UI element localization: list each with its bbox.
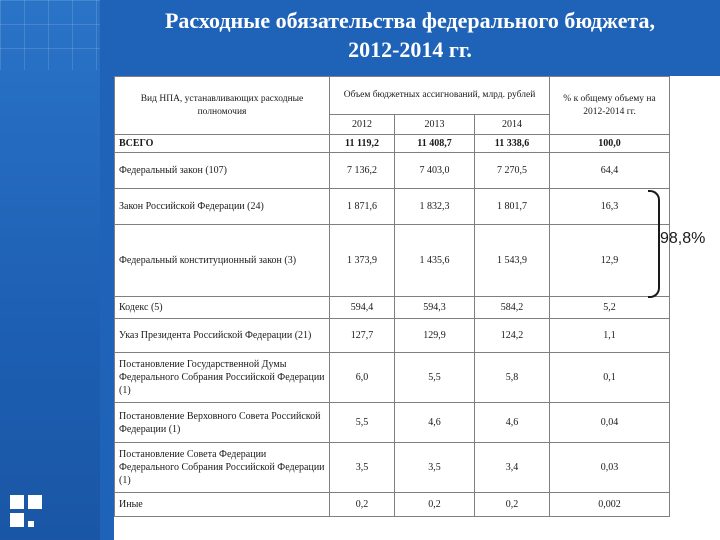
decor-square [10,495,24,509]
value-2013: 4,6 [395,403,475,443]
value-2014: 11 338,6 [475,135,550,153]
share-value: 0,002 [550,493,670,517]
value-2012: 594,4 [330,297,395,319]
decor-grid [0,0,100,70]
budget-table [114,76,670,517]
value-2012: 1 871,6 [330,189,395,225]
table-row [115,493,670,517]
value-2012: 7 136,2 [330,153,395,189]
value-2012: 11 119,2 [330,135,395,153]
value-2012: 1 373,9 [330,225,395,297]
value-2012: 127,7 [330,319,395,353]
table-row [115,225,670,297]
value-2014: 1 543,9 [475,225,550,297]
share-sum-bracket [648,190,660,298]
slide-title-line1: Расходные обязательства федерального бюджета, [164,8,656,33]
table-row [115,297,670,319]
table-row [115,443,670,493]
table-row [115,403,670,443]
share-value: 64,4 [550,153,670,189]
row-name: Федеральный закон (107) [115,153,330,189]
value-2014: 0,2 [475,493,550,517]
value-2014: 7 270,5 [475,153,550,189]
share-value: 16,3 [550,189,670,225]
value-2014: 584,2 [475,297,550,319]
share-value: 0,04 [550,403,670,443]
header-npa-type: Вид НПА, устанавливающих расходные полномочия [115,77,330,135]
row-name: Указ Президента Российской Федерации (21) [115,319,330,353]
share-value: 5,2 [550,297,670,319]
header-volume: Объем бюджетных ассигнований, млрд. рублей [330,77,550,115]
row-name: Закон Российской Федерации (24) [115,189,330,225]
value-2013: 1 435,6 [395,225,475,297]
slide-title [100,6,720,70]
header-year-2013: 2013 [395,115,475,135]
value-2013: 594,3 [395,297,475,319]
decor-square [10,513,24,527]
value-2014: 5,8 [475,353,550,403]
share-value: 1,1 [550,319,670,353]
value-2013: 11 408,7 [395,135,475,153]
share-sum-label: 98,8% [660,230,706,247]
value-2013: 1 832,3 [395,189,475,225]
value-2012: 3,5 [330,443,395,493]
value-2013: 3,5 [395,443,475,493]
share-value: 0,1 [550,353,670,403]
value-2013: 0,2 [395,493,475,517]
value-2013: 5,5 [395,353,475,403]
row-name: Кодекс (5) [115,297,330,319]
table-row [115,153,670,189]
row-name: Федеральный конституционный закон (3) [115,225,330,297]
decor-square [28,495,42,509]
row-name: Постановление Верховного Совета Российской Федерации (1) [115,403,330,443]
share-value: 0,03 [550,443,670,493]
slide-title-line2: 2012-2014 гг. [348,37,472,62]
value-2014: 4,6 [475,403,550,443]
value-2014: 3,4 [475,443,550,493]
table-row [115,135,670,153]
value-2012: 0,2 [330,493,395,517]
value-2013: 7 403,0 [395,153,475,189]
table-row [115,189,670,225]
header-year-2014: 2014 [475,115,550,135]
row-name: ВСЕГО [115,135,330,153]
share-value: 100,0 [550,135,670,153]
value-2012: 5,5 [330,403,395,443]
table-row [115,319,670,353]
header-year-2012: 2012 [330,115,395,135]
value-2013: 129,9 [395,319,475,353]
decor-square [28,521,34,527]
header-share: % к общему объему на 2012-2014 гг. [550,77,670,135]
row-name: Постановление Государственной Думы Федерального Собрания Российской Федерации (1) [115,353,330,403]
left-decor-strip [0,0,100,540]
table-row [115,353,670,403]
row-name: Иные [115,493,330,517]
share-value: 12,9 [550,225,670,297]
value-2014: 1 801,7 [475,189,550,225]
value-2012: 6,0 [330,353,395,403]
value-2014: 124,2 [475,319,550,353]
row-name: Постановление Совета Федерации Федерального Собрания Российской Федерации (1) [115,443,330,493]
decor-squares-logo [10,495,44,529]
